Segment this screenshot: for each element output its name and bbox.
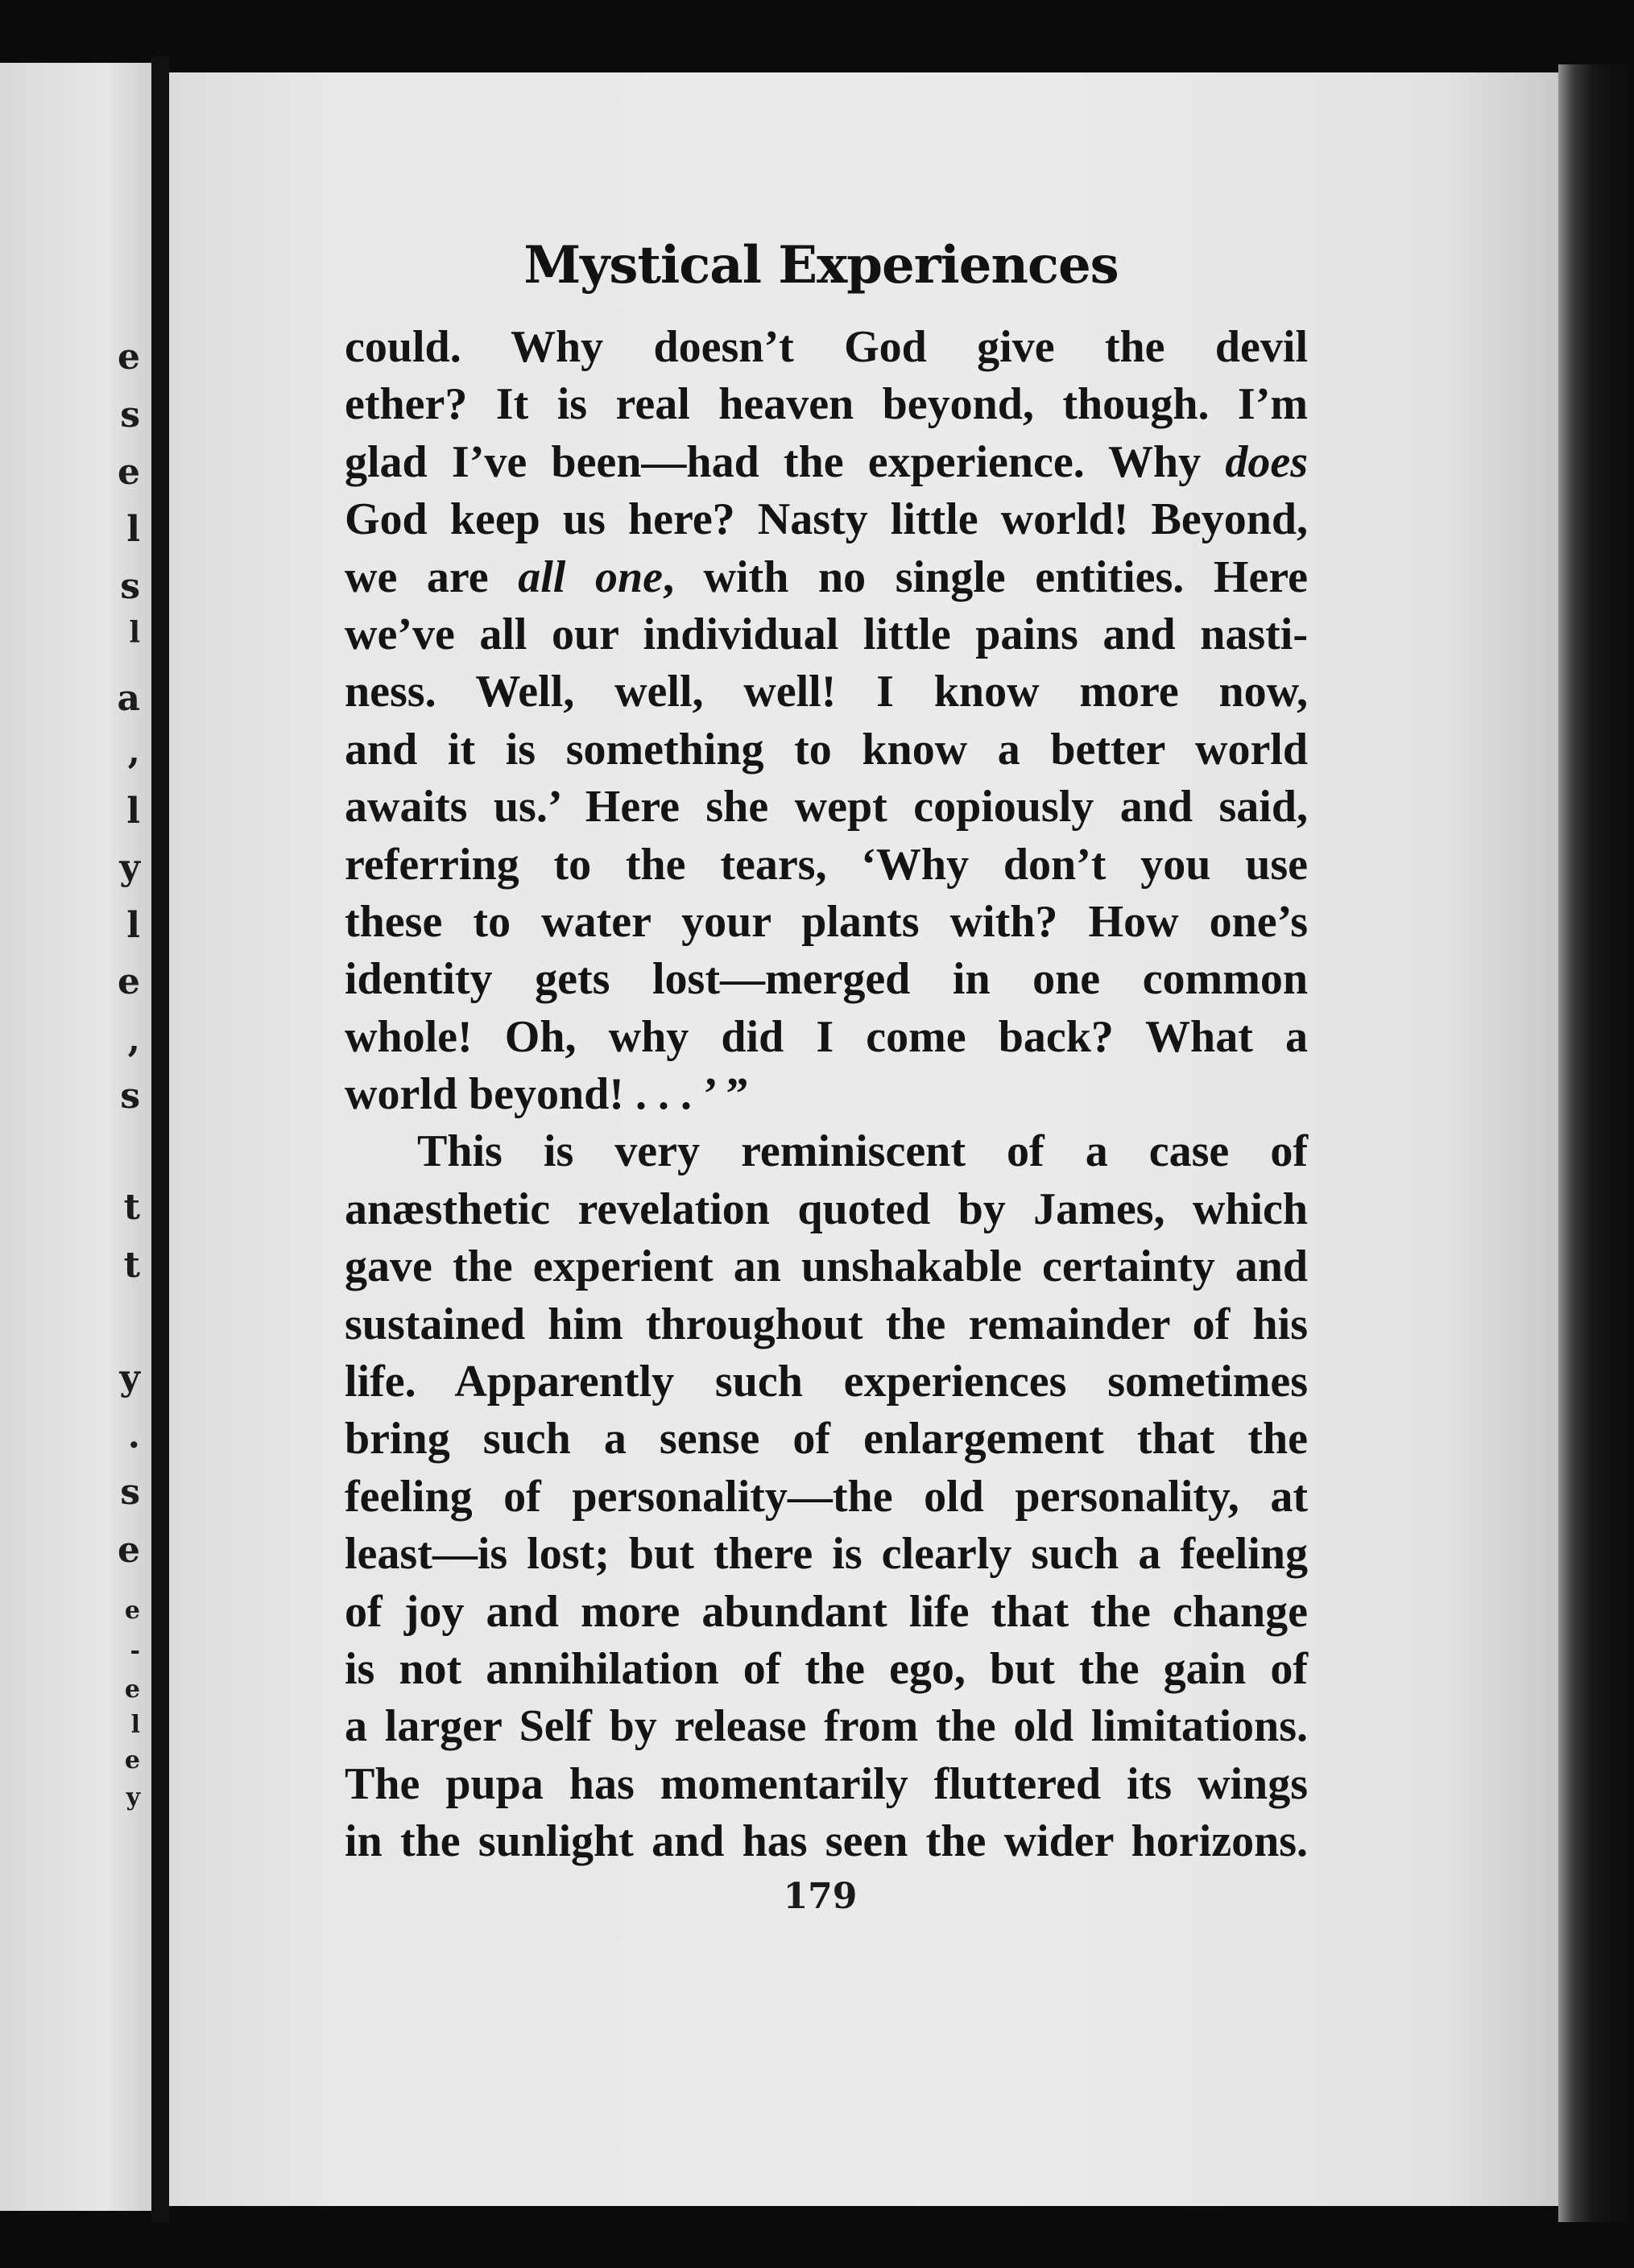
text-line: glad I’ve been—had the experience. Why does	[345, 436, 1308, 487]
margin-fragment: l	[129, 616, 140, 650]
margin-fragment: s	[120, 566, 140, 607]
text-line: world beyond! . . . ’ ”	[345, 1069, 749, 1120]
paragraph-start-line: This is very reminiscent of a case of	[417, 1126, 1308, 1177]
text-line: in the sunlight and has seen the wider horizons.	[345, 1816, 1308, 1867]
margin-fragment: y	[119, 1357, 140, 1398]
text-line: identity gets lost—merged in one common	[345, 954, 1308, 1005]
text-line: referring to the tears, ‘Why don’t you use	[345, 839, 1308, 890]
margin-fragment: l	[130, 1711, 140, 1739]
margin-fragment: s	[120, 1472, 140, 1513]
text-line: a larger Self by release from the old limitations.	[345, 1701, 1308, 1752]
text-line: these to water your plants with? How one’s	[345, 896, 1308, 947]
text-line: we are all one, with no single entities. Here	[345, 552, 1309, 602]
running-head-text: Mystical Experiences	[523, 235, 1119, 295]
margin-fragment: e	[118, 961, 140, 1002]
text-line: least—is lost; but there is clearly such a feeling	[345, 1529, 1308, 1580]
margin-fragment: e	[118, 1530, 140, 1571]
margin-fragment: -	[130, 1637, 140, 1665]
margin-fragment: l	[126, 905, 140, 946]
text-line: feeling of personality—the old personality, at	[345, 1471, 1308, 1522]
text-line: of joy and more abundant life that the change	[345, 1586, 1308, 1637]
margin-fragment: e	[124, 1746, 140, 1774]
text-line: whole! Oh, why did I come back? What a	[345, 1011, 1308, 1062]
text-line: gave the experient an unshakable certainty and	[345, 1241, 1308, 1292]
margin-fragment: l	[126, 791, 140, 832]
margin-fragment: y	[126, 1783, 140, 1812]
margin-fragment: e	[124, 1675, 140, 1704]
margin-fragment: e	[118, 337, 140, 378]
text-line: life. Apparently such experiences sometimes	[345, 1357, 1308, 1407]
margin-fragment: s	[120, 395, 140, 436]
text-line: God keep us here? Nasty little world! Beyond,	[345, 494, 1308, 545]
text-line: could. Why doesn’t God give the devil	[345, 322, 1308, 372]
text-line: we’ve all our individual little pains and nasti-	[345, 609, 1308, 659]
margin-fragment: .	[127, 1415, 140, 1456]
text-line: ness. Well, well, well! I know more now,	[345, 667, 1308, 717]
margin-fragment: l	[126, 509, 140, 550]
text-line: anæsthetic revelation quoted by James, which	[345, 1184, 1308, 1234]
margin-fragment: a	[117, 678, 140, 719]
text-line: ether? It is real heaven beyond, though. I’m	[345, 379, 1308, 430]
text-line: and it is something to know a better world	[345, 724, 1308, 775]
emphasis: does	[1225, 436, 1308, 487]
text-line: The pupa has momentarily fluttered its wings	[345, 1758, 1308, 1809]
text-line: awaits us.’ Here she wept copiously and said,	[345, 782, 1308, 832]
margin-fragment: t	[123, 1187, 140, 1228]
margin-fragment: ,	[127, 1019, 140, 1060]
text-line: is not annihilation of the ego, but the gain of	[345, 1643, 1308, 1694]
running-head	[0, 235, 1634, 295]
margin-fragment: s	[120, 1076, 140, 1117]
margin-fragment: y	[119, 847, 140, 888]
text-line: bring such a sense of enlargement that the	[345, 1414, 1308, 1464]
page-number-text: 179	[783, 1876, 858, 1917]
margin-fragment: ,	[127, 731, 140, 772]
page-body	[345, 319, 1308, 1871]
margin-fragment: e	[124, 1597, 140, 1625]
page-number	[0, 1876, 1634, 1917]
margin-fragment: t	[123, 1245, 140, 1286]
text-line: sustained him throughout the remainder of his	[345, 1299, 1308, 1349]
margin-fragment: e	[118, 452, 140, 493]
emphasis: all one	[518, 552, 663, 602]
